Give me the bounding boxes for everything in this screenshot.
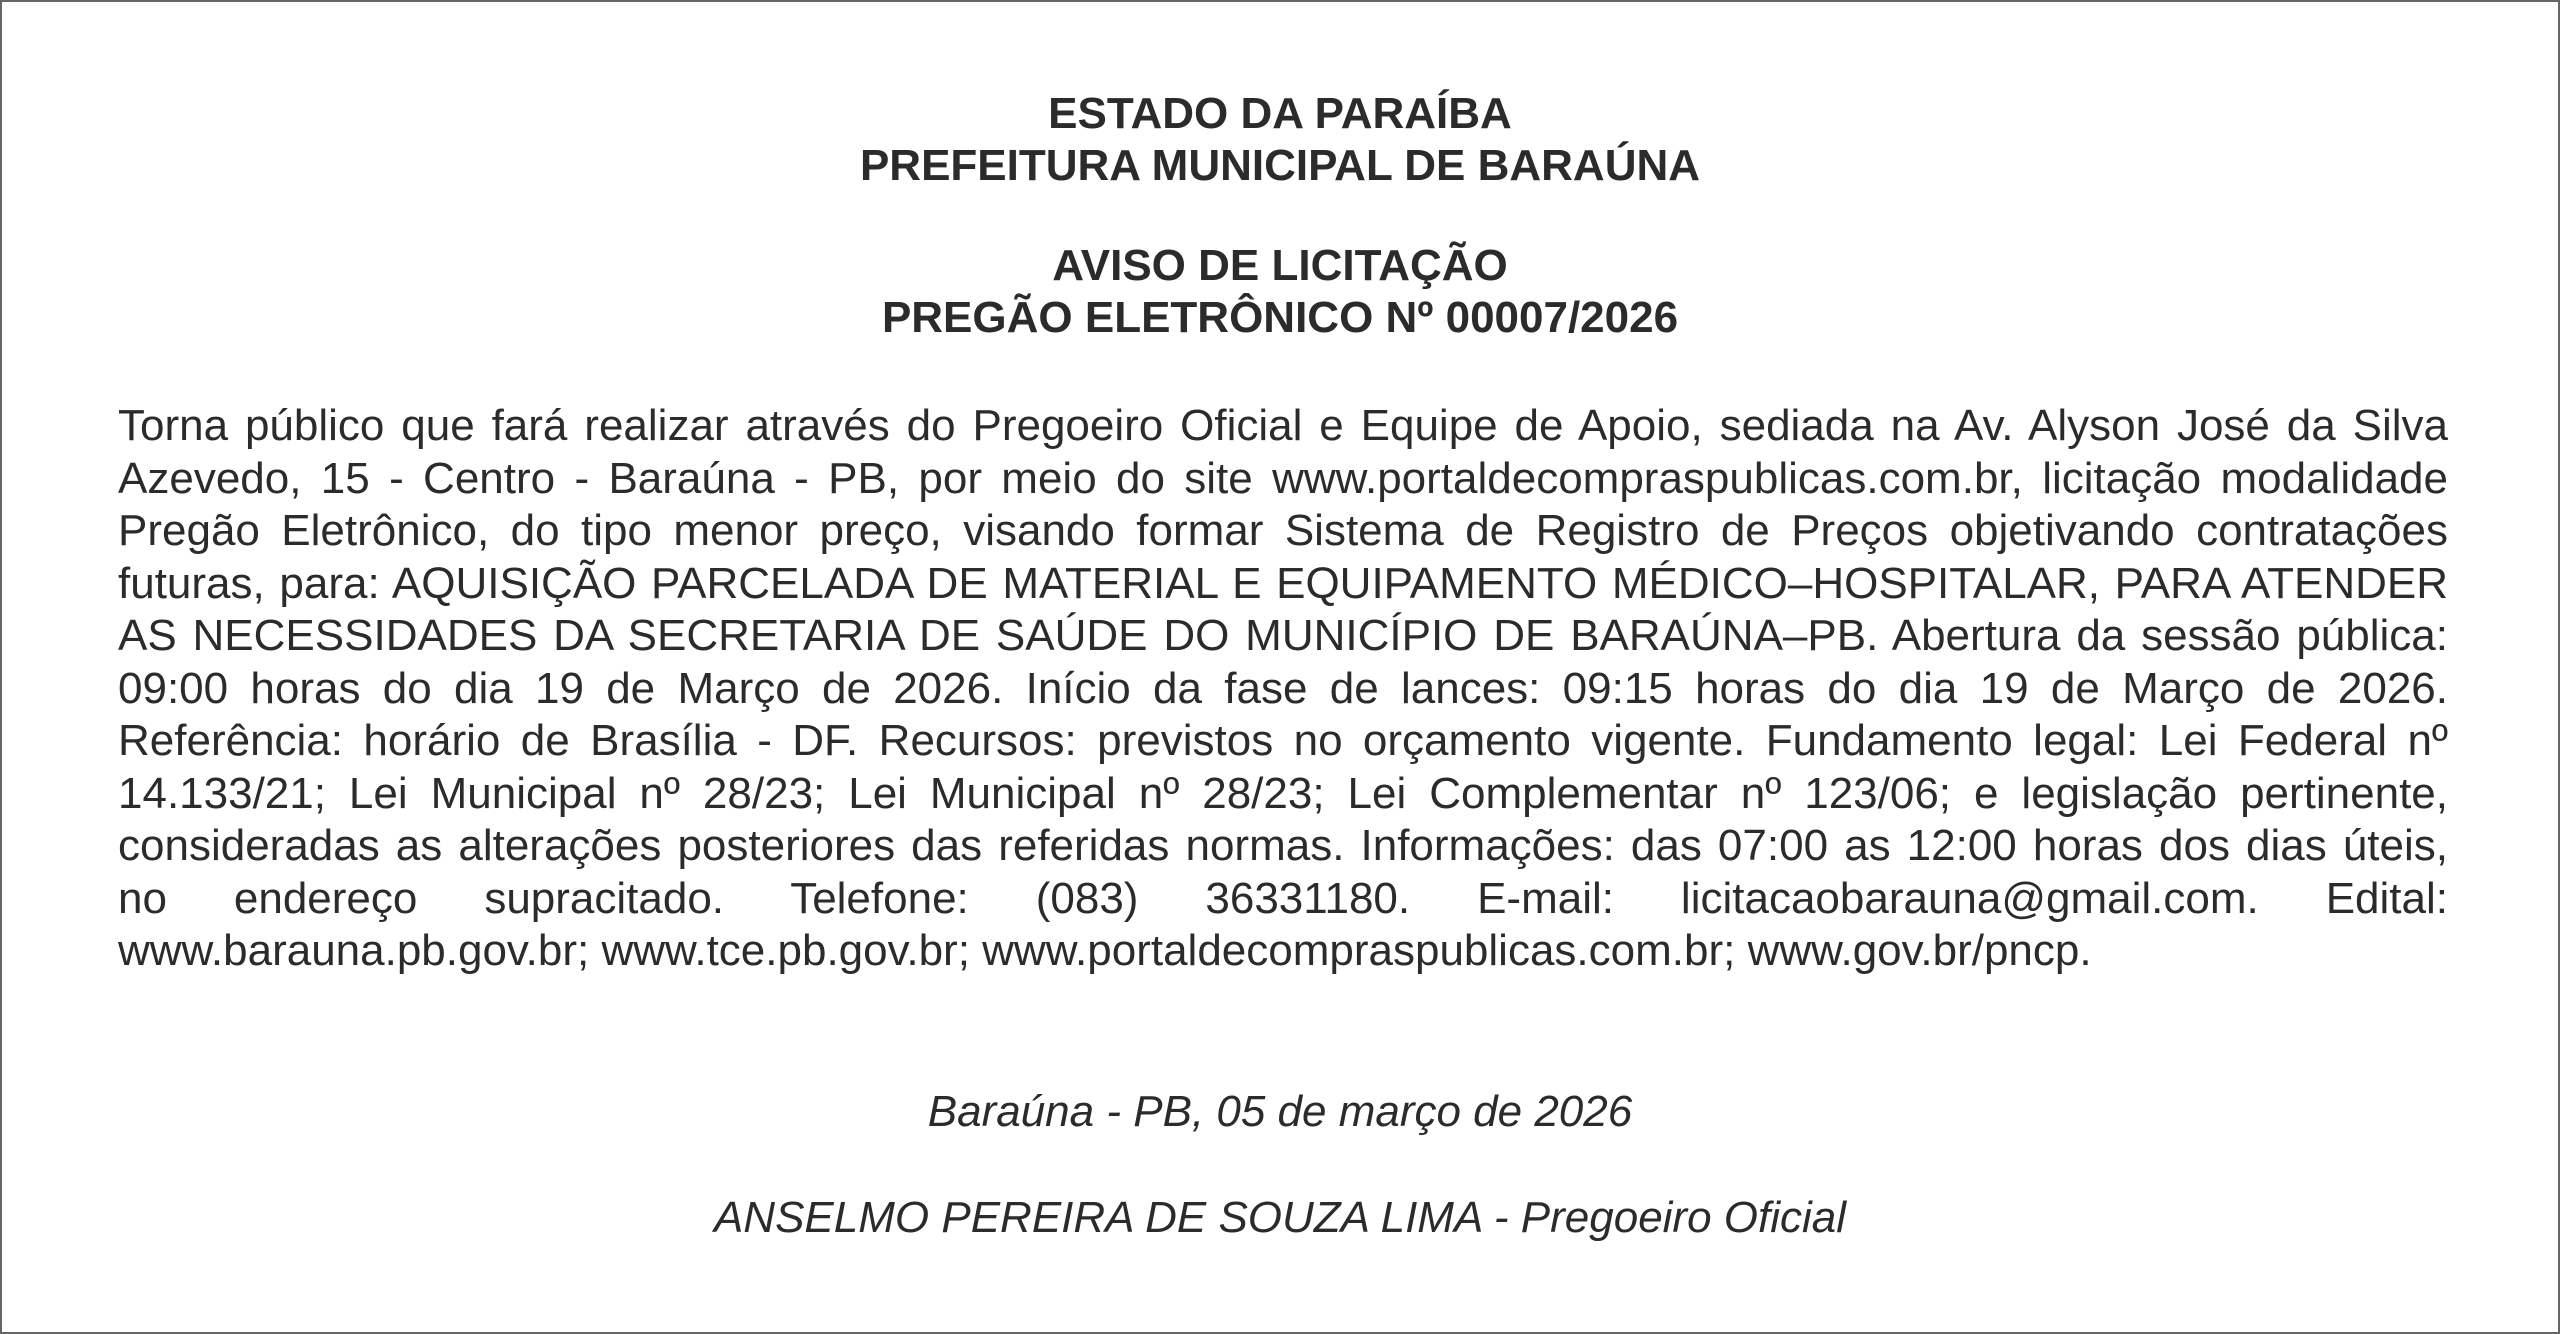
header-organization [2, 88, 2558, 192]
notice-body: Torna público que fará realizar através do Pregoeiro Oficial e Equipe de Apoio, sediada na Av. Alyson José da Silva Azevedo, 15 - Centro - Baraúna - PB, por meio do site www.portaldecompraspublicas.com.br, licitação modalidade Pregão Eletrônico, do tipo menor preço, visando formar Sistema de Registro de Preços objetivando contratações futuras, para: AQUISIÇÃO PARCELADA DE MATERIAL E EQUIPAMENTO MÉDICO–HOSPITALAR, PARA ATENDER AS NECESSIDADES DA SECRETARIA DE SAÚDE DO MUNICÍPIO DE BARAÚNA–PB. Abertura da sessão pública: 09:00 horas do dia 19 de Março de 2026. Início da fase de lances: 09:15 horas do dia 19 de Março de 2026. Referência: horário de Brasília - DF. Recursos: previstos no orçamento vigente. Fundamento legal: Lei Federal nº 14.133/21; Lei Municipal nº 28/23; Lei Municipal nº 28/23; Lei Complementar nº 123/06; e legislação pertinente, consideradas as alterações posteriores das referidas normas. Informações: das 07:00 as 12:00 horas dos dias úteis, no endereço supracitado. Telefone: (083) 36331180. E-mail: licitacaobarauna@gmail.com. Edital: www.barauna.pb.gov.br; www.tce.pb.gov.br; www.portaldecompraspublicas.com.br; www.gov.br/pncp. [118, 401, 2448, 975]
signature: ANSELMO PEREIRA DE SOUZA LIMA - Pregoeiro Oficial [713, 1193, 1847, 1242]
header-notice-title [2, 240, 2558, 344]
municipality-name: PREFEITURA MUNICIPAL DE BARAÚNA [859, 141, 1701, 190]
place-date: Baraúna - PB, 05 de março de 2026 [927, 1087, 1633, 1136]
notice-number: PREGÃO ELETRÔNICO Nº 00007/2026 [881, 293, 1679, 342]
state-name: ESTADO DA PARAÍBA [1048, 89, 1512, 138]
notice-title: AVISO DE LICITAÇÃO [1052, 241, 1508, 290]
